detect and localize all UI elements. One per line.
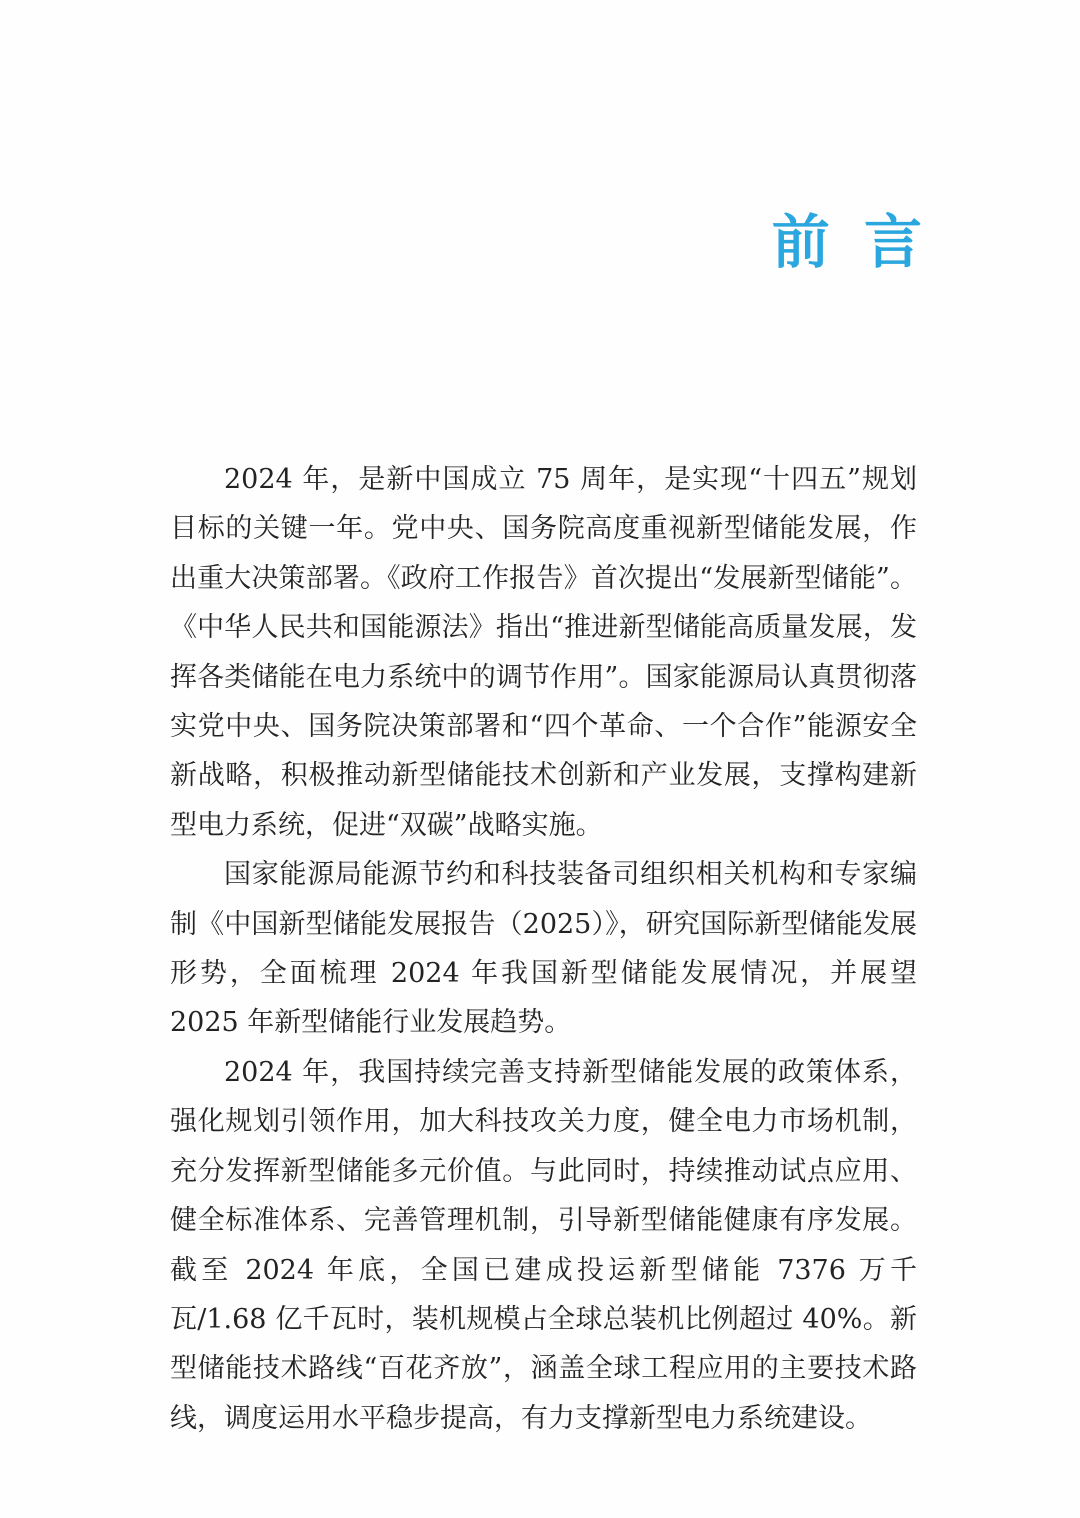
paragraph: 2024 年，是新中国成立 75 周年，是实现“十四五”规划目标的关键一年。党中央、国务院高度重视新型储能发展，作出重大决策部署。《政府工作报告》首次提出“发展新型储能”。《中华人民共和国能源法》指出“推进新型储能高质量发展，发挥各类储能在电力系统中的调节作用”。国家能源局认真贯彻落实党中央、国务院决策部署和“四个革命、一个合作”能源安全新战略，积极推动新型储能技术创新和产业发展，支撑构建新型电力系统，促进“双碳”战略实施。 — [170, 464, 917, 841]
document-body — [170, 455, 917, 1443]
page-title: 前 言 — [771, 208, 922, 276]
paragraph: 国家能源局能源节约和科技装备司组织相关机构和专家编制《中国新型储能发展报告（2025）》，研究国际新型储能发展形势，全面梳理 2024 年我国新型储能发展情况，并展望 2025 年新型储能行业发展趋势。 — [170, 859, 917, 1039]
paragraph: 2024 年，我国持续完善支持新型储能发展的政策体系，强化规划引领作用，加大科技攻关力度，健全电力市场机制，充分发挥新型储能多元价值。与此同时，持续推动试点应用、健全标准体系、完善管理机制，引导新型储能健康有序发展。截至 2024 年底，全国已建成投运新型储能 7376 万千瓦/1.68 亿千瓦时，装机规模占全球总装机比例超过 40%。新型储能技术路线“百花齐放”，涵盖全球工程应用的主要技术路线，调度运用水平稳步提高，有力支撑新型电力系统建设。 — [170, 1056, 917, 1434]
